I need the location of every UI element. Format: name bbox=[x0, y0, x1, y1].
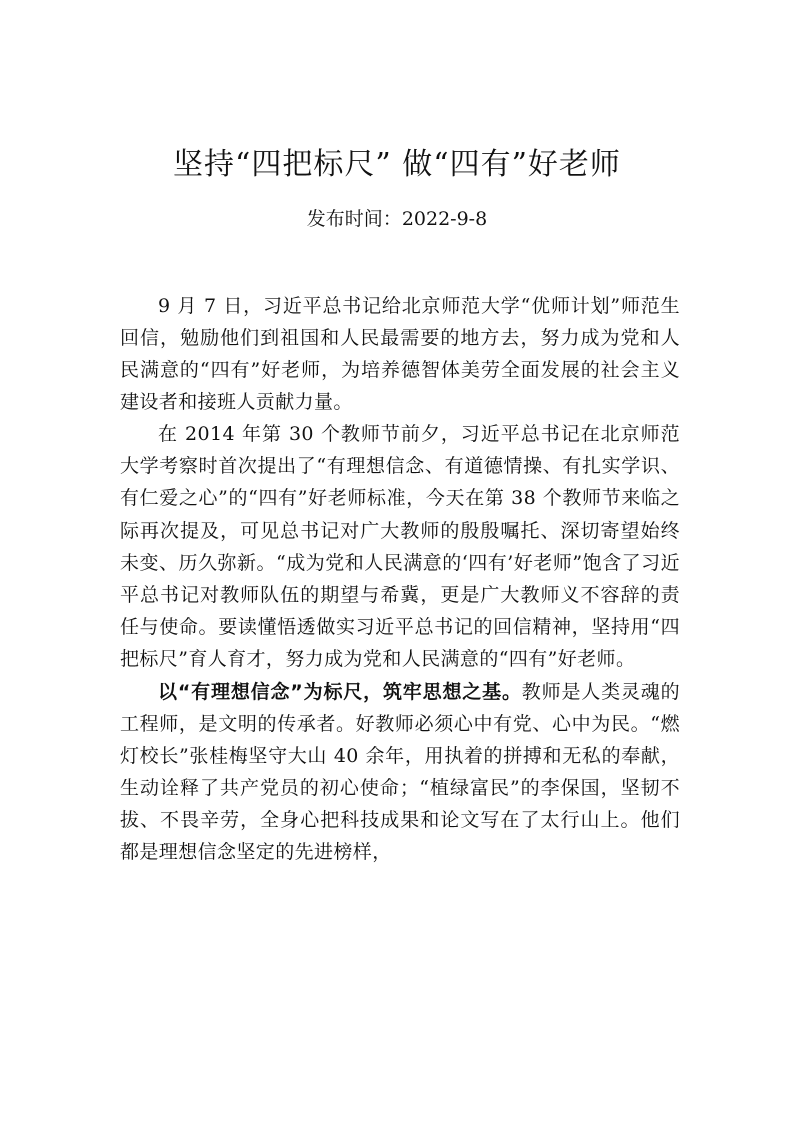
paragraph-3-lead: 以“有理想信念”为标尺，筑牢思想之基。 bbox=[158, 680, 522, 703]
publish-label: 发布时间： bbox=[306, 208, 402, 230]
paragraph-3 bbox=[120, 676, 680, 868]
article-body bbox=[120, 290, 680, 868]
paragraph-3-text: 教师是人类灵魂的工程师，是文明的传承者。好教师必须心中有党、心中为民。“燃灯校长”张桂梅坚守大山 40 余年，用执着的拼搏和无私的奉献，生动诠释了共产党员的初心使命；“植绿富民”的李保国，坚韧不拔、不畏辛劳，全身心把科技成果和论文写在了太行山上。他们都是理想信念坚定的先进榜样， bbox=[120, 680, 681, 863]
publish-date: 2022-9-8 bbox=[401, 208, 488, 230]
paragraph-2: 在 2014 年第 30 个教师节前夕，习近平总书记在北京师范大学考察时首次提出了“有理想信念、有道德情操、有扎实学识、有仁爱之心”的“四有”好老师标准，今天在第 38 个教师节来临之际再次提及，可见总书记对广大教师的殷殷嘱托、深切寄望始终未变、历久弥新。“成为党和人民满意的‘四有’好老师”饱含了习近平总书记对教师队伍的期望与希冀，更是广大教师义不容辞的责任与使命。要读懂悟透做实习近平总书记的回信精神，坚持用“四把标尺”育人育才，努力成为党和人民满意的“四有”好老师。 bbox=[120, 423, 680, 671]
paragraph-1: 9 月 7 日，习近平总书记给北京师范大学“优师计划”师范生回信，勉励他们到祖国和人民最需要的地方去，努力成为党和人民满意的“四有”好老师，为培养德智体美劳全面发展的社会主义建设者和接班人贡献力量。 bbox=[120, 295, 680, 413]
document-title: 坚持“四把标尺” 做“四有”好老师 bbox=[173, 147, 621, 182]
publish-info bbox=[0, 205, 794, 233]
